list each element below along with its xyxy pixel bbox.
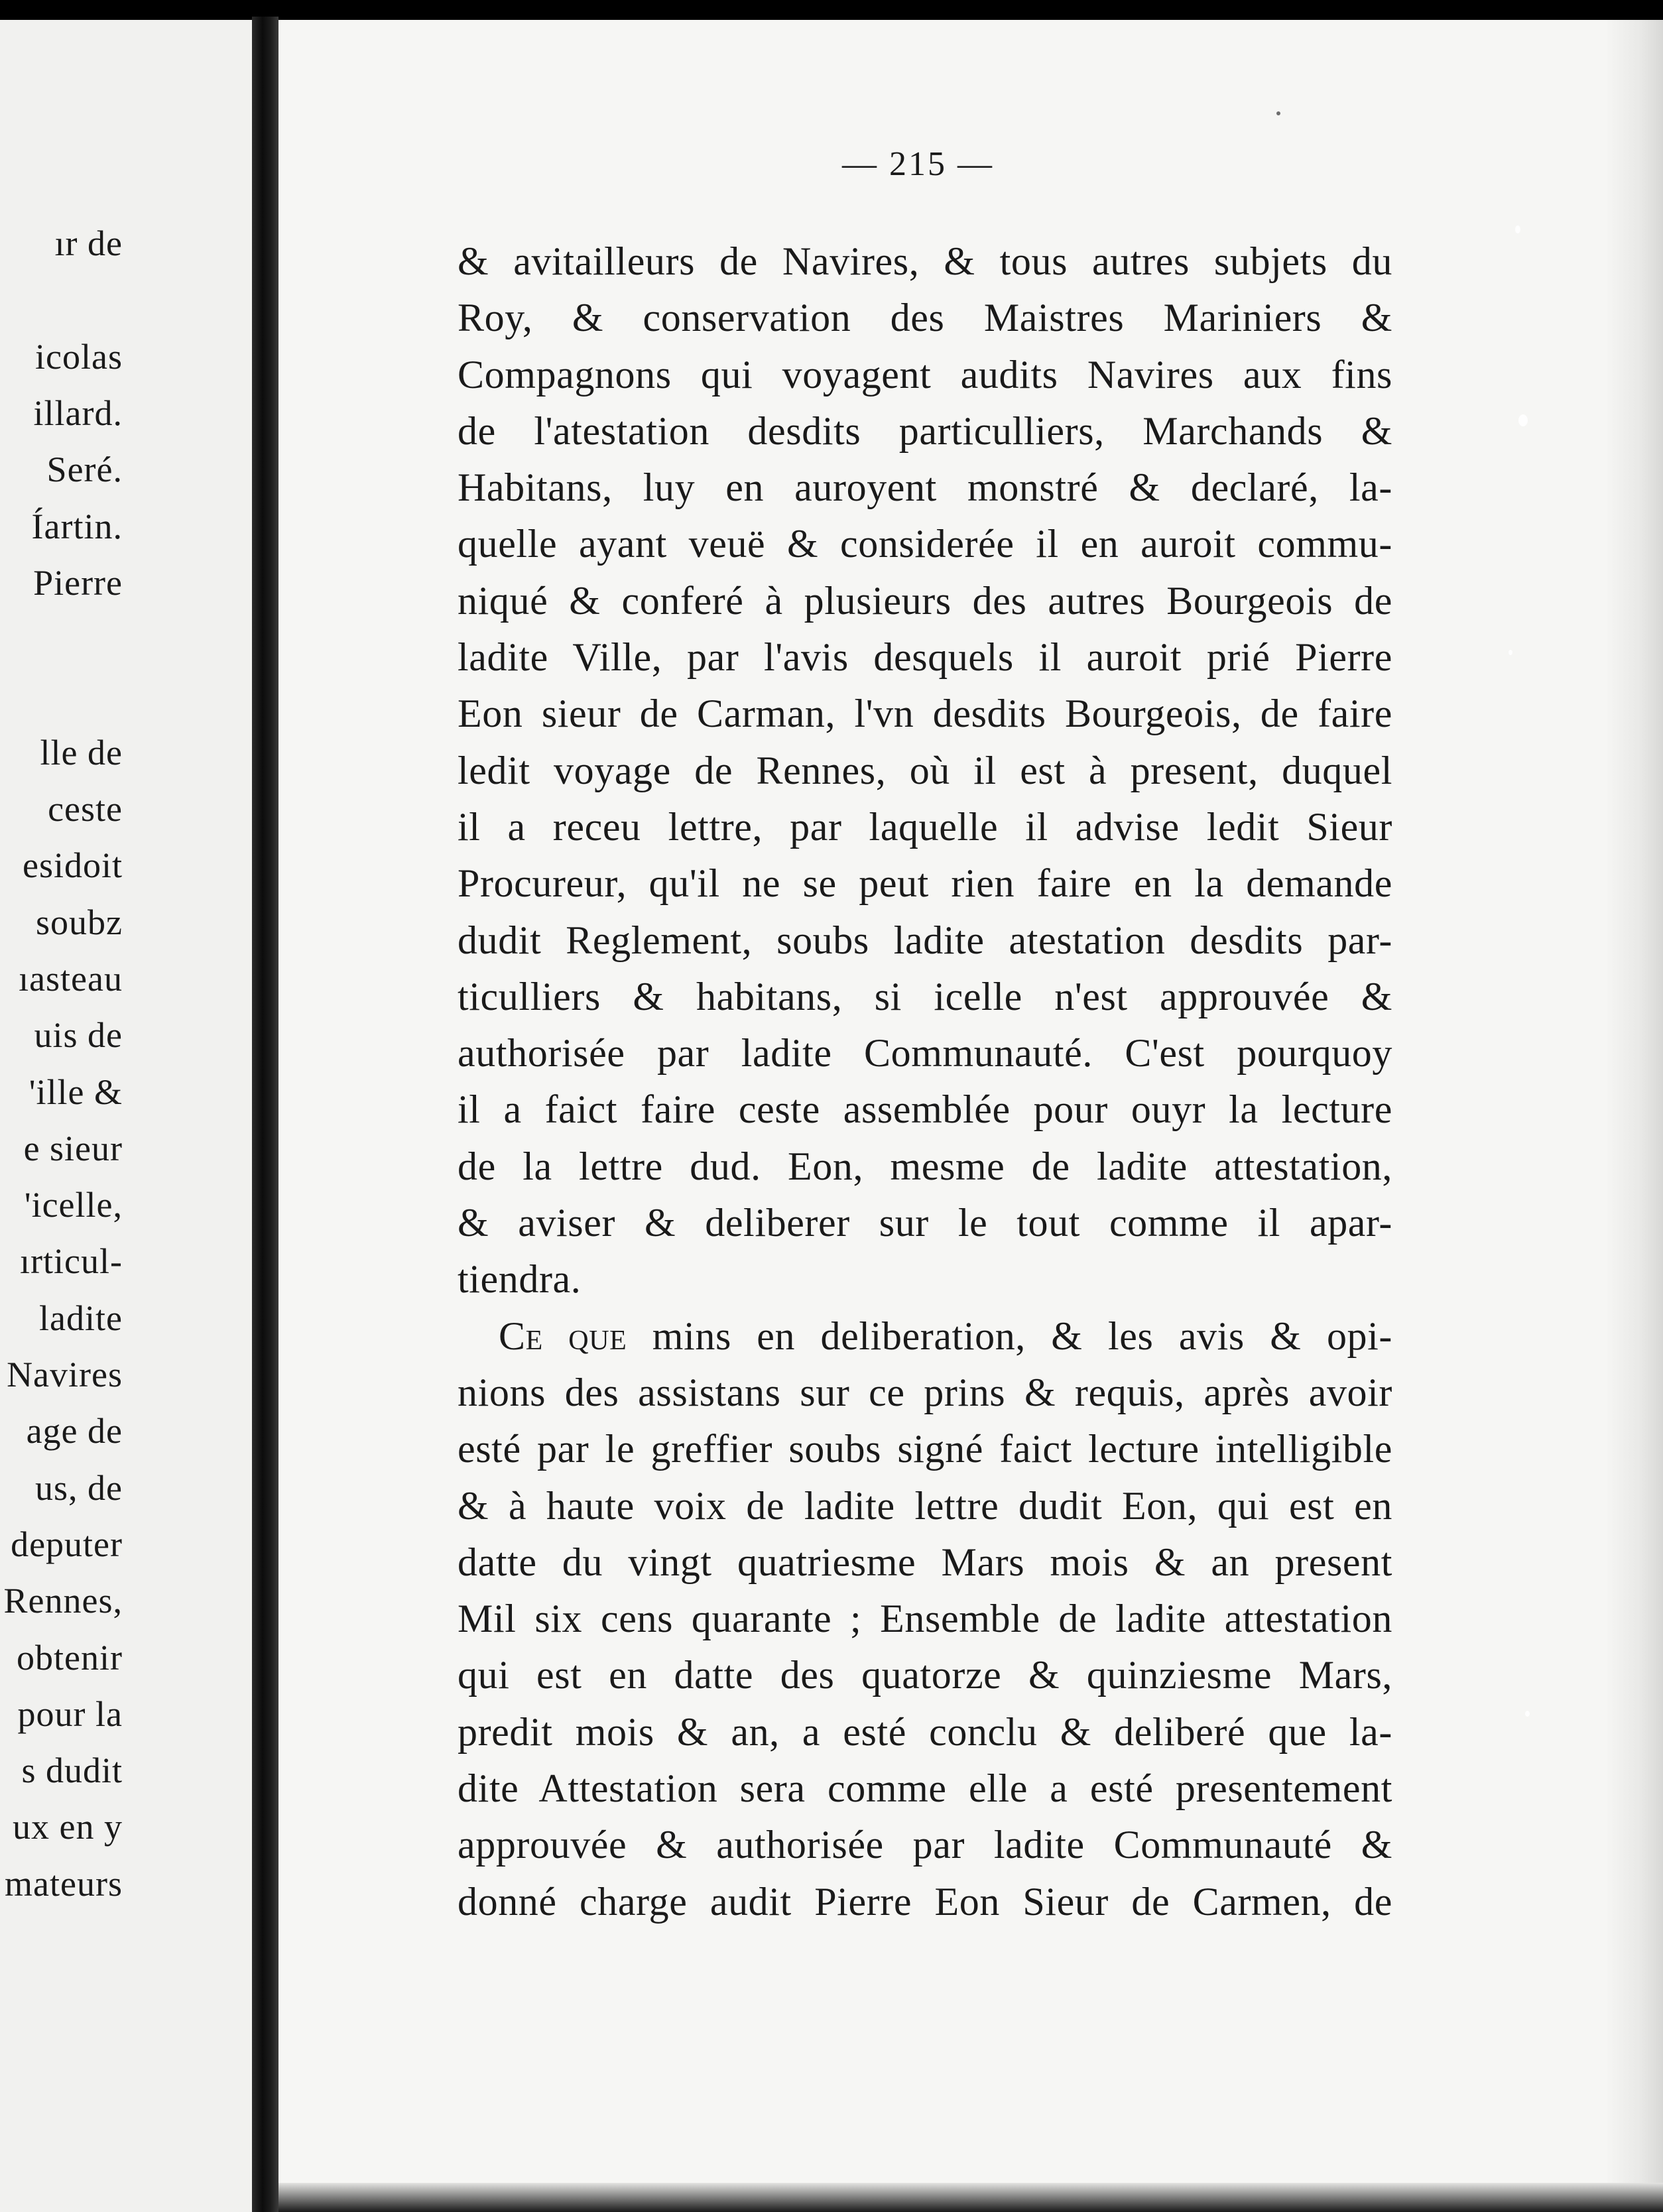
- left-page-line: lle de: [40, 732, 123, 772]
- left-page-fragment: [0, 20, 252, 2212]
- text-line: esté par le greffier soubs signé faict lecture intelligible: [458, 1427, 1392, 1471]
- text-line: authorisée par ladite Communauté. C'est pourquoy: [458, 1031, 1392, 1075]
- text-line: predit mois & an, a esté conclu & deliberé que la-: [458, 1709, 1392, 1754]
- left-page-line: Navires: [7, 1355, 123, 1394]
- text-line: Mil six cens quarante ; Ensemble de ladite attestation: [458, 1597, 1392, 1641]
- left-page-line: obtenir: [17, 1637, 123, 1678]
- left-page-line: icolas: [35, 336, 123, 377]
- scan-top-border: [0, 0, 1663, 20]
- text-line: tiendra.: [458, 1257, 582, 1302]
- text-line: quelle ayant veuë & considerée il en auroit commu-: [458, 522, 1392, 566]
- text-line: ticulliers & habitans, si icelle n'est approuvée &: [458, 974, 1392, 1018]
- paragraph-first-line: [458, 1308, 1392, 1365]
- left-page-line: Íartin.: [31, 506, 123, 546]
- text-line: dudit Reglement, soubs ladite atestation desdits par-: [458, 918, 1392, 962]
- left-page-line: ceste: [48, 789, 123, 829]
- text-line: Procureur, qu'il ne se peut rien faire en la demande: [458, 861, 1392, 906]
- text-line: datte du vingt quatriesme Mars mois & an present: [458, 1540, 1392, 1584]
- text-line: approuvée & authorisée par ladite Communauté &: [458, 1823, 1392, 1867]
- left-page-line: ırticul-: [20, 1241, 123, 1282]
- text-line: qui est en datte des quatorze & quinziesme Mars,: [458, 1653, 1392, 1697]
- left-page-line: ux en y: [13, 1807, 123, 1847]
- left-page-line: deputer: [11, 1524, 123, 1564]
- text-line: nions des assistans sur ce prins & requis, après avoir: [458, 1370, 1392, 1414]
- text-line: Compagnons qui voyagent audits Navires aux fins: [458, 352, 1392, 397]
- text-line: Eon sieur de Carman, l'vn desdits Bourgeois, de faire: [458, 692, 1392, 736]
- left-page-line: mateurs: [5, 1863, 123, 1904]
- book-gutter: [252, 17, 278, 2212]
- text-line: dite Attestation sera comme elle a esté presentement: [458, 1766, 1392, 1811]
- left-page-line: e sieur: [23, 1128, 123, 1168]
- text-line: niqué & conferé à plusieurs des autres Bourgeois de: [458, 578, 1392, 623]
- scan-speck: [1509, 650, 1512, 655]
- left-page-line: 'ille &: [29, 1072, 123, 1112]
- scan-speck: [1518, 414, 1528, 426]
- small-caps-lead: Ce que: [499, 1314, 627, 1358]
- text-line: ledit voyage de Rennes, où il est à present, duquel: [458, 748, 1392, 792]
- text-line: & à haute voix de ladite lettre dudit Eon, qui est en: [458, 1483, 1392, 1528]
- left-page-line: soubz: [36, 902, 123, 942]
- left-page-line: ladite: [39, 1298, 123, 1338]
- page-edge-right: [1605, 20, 1663, 2212]
- left-page-line: illard.: [33, 393, 123, 433]
- left-page-line: ıasteau: [19, 958, 123, 999]
- left-page-line: us, de: [35, 1467, 123, 1508]
- text-line: Habitans, luy en auroyent monstré & declaré, la-: [458, 465, 1392, 510]
- left-page-line: Rennes,: [3, 1581, 123, 1621]
- left-page-line: age de: [26, 1411, 123, 1451]
- left-page-line: s dudit: [21, 1751, 123, 1791]
- left-page-line: 'icelle,: [24, 1185, 123, 1225]
- text-line: de la lettre dud. Eon, mesme de ladite attestation,: [458, 1144, 1392, 1188]
- text-line: de l'atestation desdits particulliers, Marchands &: [458, 408, 1392, 453]
- text-line: & aviser & deliberer sur le tout comme il apar-: [458, 1201, 1392, 1245]
- paragraph-first-line-text: mins en deliberation, & les avis & opi-: [627, 1314, 1393, 1358]
- text-line: & avitailleurs de Navires, & tous autres subjets du: [458, 239, 1392, 283]
- left-page-line: uis de: [34, 1015, 123, 1056]
- scan-speck: [1525, 1711, 1530, 1717]
- text-line: il a faict faire ceste assemblée pour ouyr la lecture: [458, 1087, 1392, 1132]
- text-line: Roy, & conservation des Maistres Mariniers &: [458, 296, 1392, 340]
- left-page-line: esidoit: [23, 845, 123, 886]
- page-bottom-edge: [278, 2183, 1663, 2212]
- left-page-line: Seré.: [46, 450, 123, 490]
- scan-speck: [1515, 225, 1520, 233]
- left-page-line: pour la: [17, 1693, 123, 1734]
- text-line: donné charge audit Pierre Eon Sieur de Carmen, de: [458, 1879, 1392, 1924]
- text-line: ladite Ville, par l'avis desquels il auroit prié Pierre: [458, 635, 1392, 680]
- left-page-line: Pierre: [33, 562, 123, 603]
- page-number: — 215 —: [842, 145, 994, 183]
- body-text: [458, 233, 1392, 1930]
- text-line: il a receu lettre, par laquelle il advise ledit Sieur: [458, 804, 1392, 849]
- scan-speck: [1276, 111, 1280, 115]
- left-page-line: ır de: [54, 223, 123, 263]
